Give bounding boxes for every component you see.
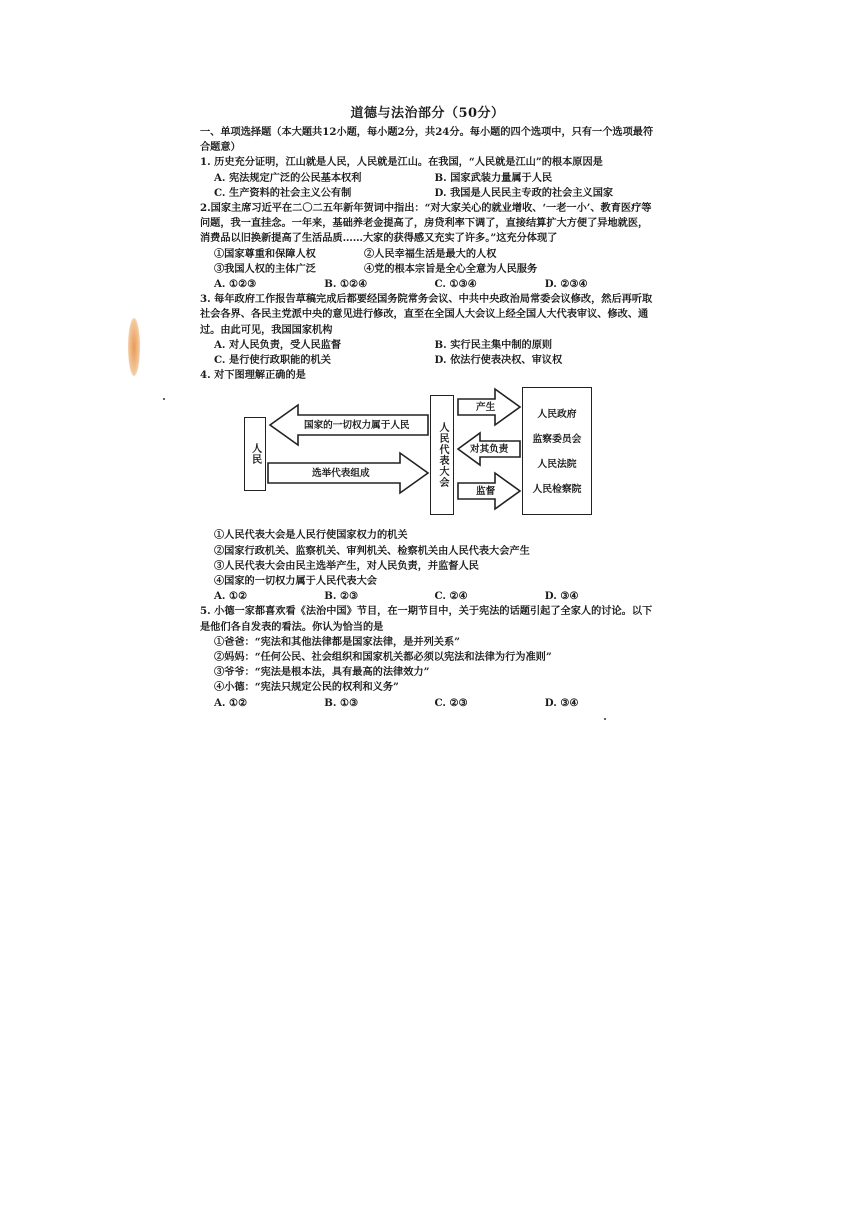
q2-item-3: ③我国人权的主体广泛 — [214, 262, 316, 275]
q2-item-4: ④党的根本宗旨是全心全意为人民服务 — [364, 262, 538, 275]
produce-label: 产生 — [476, 402, 496, 414]
q5-option-d: D. ③④ — [544, 696, 579, 709]
q5-item-2: ②妈妈：“任何公民、社会组织和国家机关都必须以宪法和法律为行为准则” — [214, 651, 552, 664]
q2-item-1: ①国家尊重和保障人权 — [214, 247, 316, 260]
q4-option-c: C. ②④ — [434, 590, 468, 603]
q4-item-3: ③人民代表大会由民主选举产生，对人民负责，并监督人民 — [214, 559, 479, 572]
page-title: 道德与法治部分（50分） — [350, 106, 505, 121]
arrow-top-label: 国家的一切权力属于人民 — [304, 420, 410, 432]
q3-option-d: D. 依法行使表决权、审议权 — [434, 354, 563, 367]
responsible-label: 对其负责 — [470, 444, 509, 456]
q5-stem: 5. 小德一家都喜欢看《法治中国》节目，在一期节目中，关于宪法的话题引起了全家人的讨论。以下是他们各自发表的看法。你认为恰当的是 — [200, 605, 653, 633]
q3-option-b: B. 实行民主集中制的原则 — [434, 338, 553, 351]
q1-option-c: C. 生产资料的社会主义公有制 — [214, 186, 352, 199]
congress-box — [430, 395, 454, 515]
arrow-bottom-label: 选举代表组成 — [312, 468, 370, 480]
q5-item-4: ④小德：“宪法只规定公民的权利和义务” — [214, 681, 399, 694]
q2-option-c: C. ①③④ — [434, 278, 477, 291]
exam-page — [200, 104, 655, 711]
scan-artifact-mark — [128, 318, 140, 376]
q5-options — [200, 696, 655, 711]
organ-procuratorate: 人民检察院 — [532, 484, 582, 496]
q1-option-b: B. 国家武装力量属于人民 — [434, 171, 553, 184]
q3-option-c: C. 是行使行政职能的机关 — [214, 354, 331, 367]
q4-item-1: ①人民代表大会是人民行使国家权力的机关 — [214, 529, 408, 542]
q2-options — [200, 277, 655, 292]
congress-label: 人民代表大会 — [437, 422, 448, 489]
q1-options — [200, 171, 655, 201]
q3-options — [200, 338, 655, 368]
organ-court: 人民法院 — [537, 459, 577, 471]
q4-item-2: ②国家行政机关、监察机关、审判机关、检察机关由人民代表大会产生 — [214, 544, 530, 557]
scan-speck — [163, 398, 165, 400]
q5-option-a: A. ①② — [214, 696, 248, 709]
q4-options — [200, 589, 655, 604]
q3-stem: 3. 每年政府工作报告草稿完成后都要经国务院常务会议、中共中央政治局常委会议修改，然后再听取社会各界、各民主党派中央的意见进行修改，直至在全国人大会议上经全国人大代表审议、修改、通过。由此可见，我国国家机构 — [200, 293, 653, 336]
q5-option-c: C. ②③ — [434, 696, 468, 709]
q2-item-2: ②人民幸福生活是最大的人权 — [364, 247, 497, 260]
q5-item-1: ①爸爸：“宪法和其他法律都是国家法律，是并列关系” — [214, 635, 461, 648]
q4-option-d: D. ③④ — [544, 590, 579, 603]
people-label: 人民 — [249, 443, 261, 466]
section-heading: 一、单项选择题（本大题共12小题，每小题2分，共24分。每小题的四个选项中，只有一个选项最符合题意） — [200, 126, 654, 154]
q5-item-3: ③爷爷：“宪法是根本法，具有最高的法律效力” — [214, 666, 430, 679]
q2-stem: 2.国家主席习近平在二〇二五年新年贺词中指出：“对大家关心的就业增收、‘一老一小’、教育医疗等问题，我一直挂念。一年来，基础养老金提高了，房贷利率下调了，直接结算扩大方便了异地就医，消费品以旧换新提高了生活品质……大家的获得感又充实了许多。”这充分体现了 — [200, 202, 652, 245]
q4-items — [200, 528, 655, 589]
state-organs-diagram — [200, 387, 655, 525]
organ-government: 人民政府 — [537, 409, 577, 421]
q1-stem: 1. 历史充分证明，江山就是人民，人民就是江山。在我国，“人民就是江山”的根本原因是 — [200, 156, 603, 169]
q2-items — [200, 247, 655, 277]
supervise-label: 监督 — [476, 486, 496, 498]
q1-option-a: A. 宪法规定广泛的公民基本权利 — [214, 171, 362, 184]
q5-items — [200, 635, 655, 696]
organs-box — [522, 387, 592, 515]
q2-option-b: B. ①②④ — [324, 278, 368, 291]
q2-option-a: A. ①②③ — [214, 278, 257, 291]
q1-option-d: D. 我国是人民民主专政的社会主义国家 — [434, 186, 614, 199]
q2-option-d: D. ②③④ — [544, 278, 588, 291]
q3-option-a: A. 对人民负责，受人民监督 — [214, 338, 342, 351]
scan-speck — [604, 718, 606, 720]
q4-item-4: ④国家的一切权力属于人民代表大会 — [214, 575, 377, 588]
organ-supervision: 监察委员会 — [532, 434, 582, 446]
q4-stem: 4. 对下图理解正确的是 — [200, 369, 306, 382]
q4-option-a: A. ①② — [214, 590, 248, 603]
people-box — [244, 417, 266, 491]
q5-option-b: B. ①③ — [324, 696, 359, 709]
q4-option-b: B. ②③ — [324, 590, 359, 603]
